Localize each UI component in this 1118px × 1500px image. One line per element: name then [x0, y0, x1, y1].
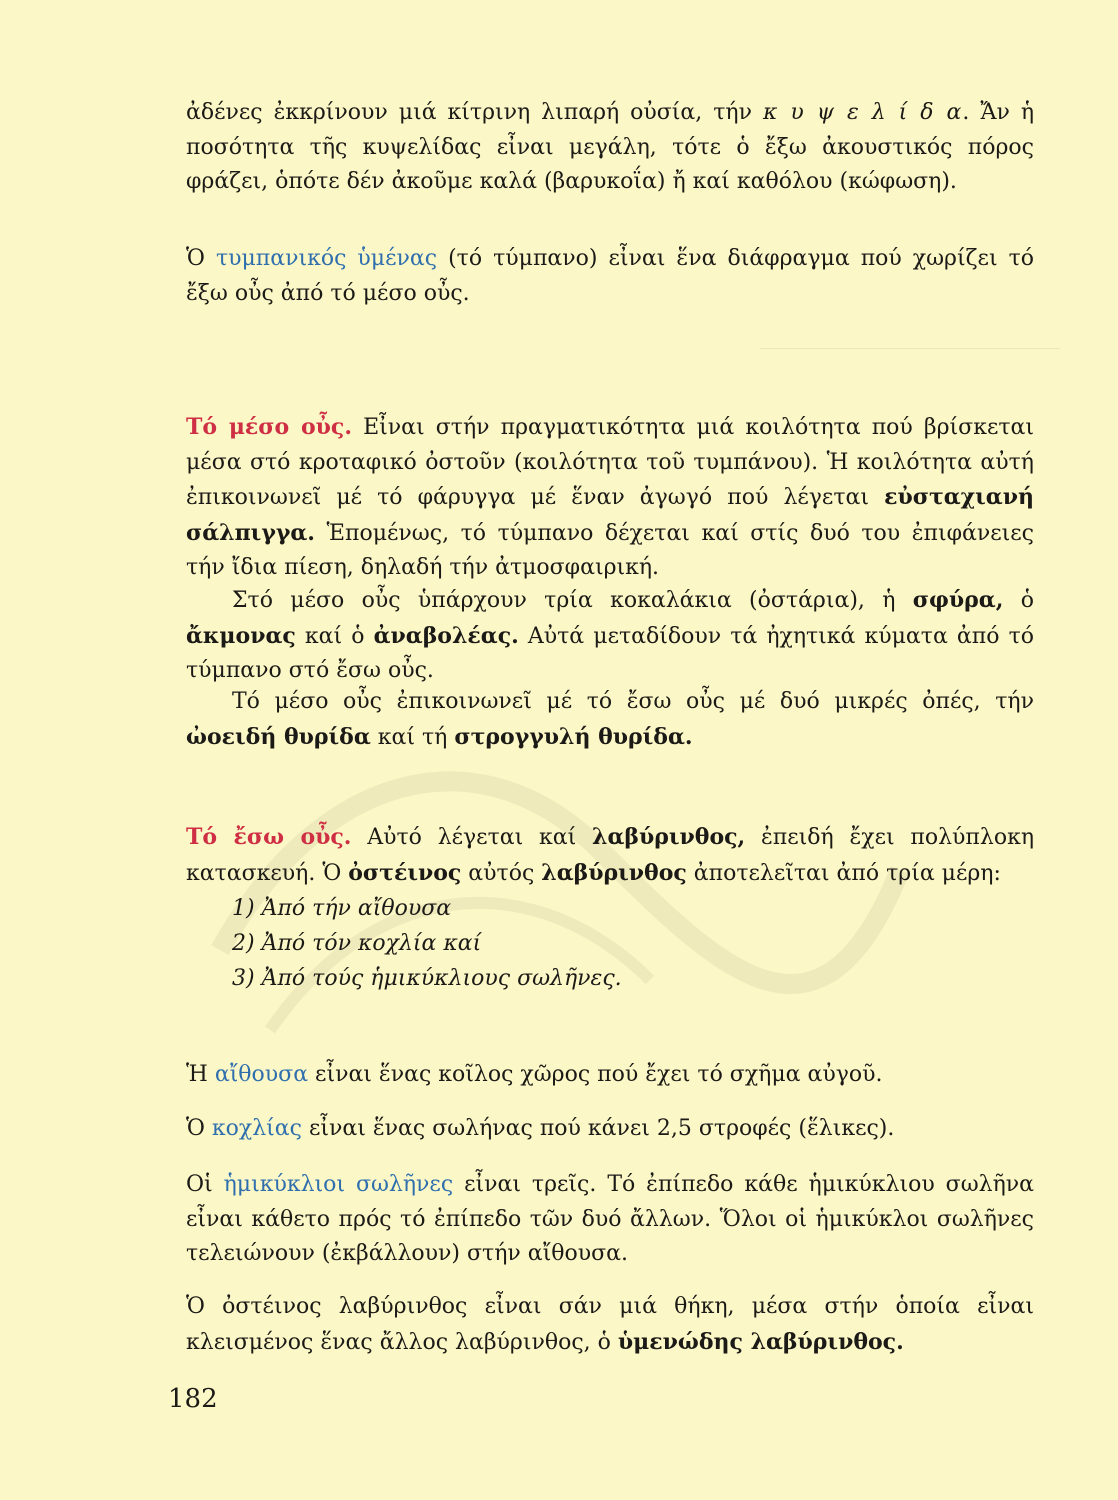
page-number: 182 [168, 1384, 218, 1414]
term-round-window: στρογγυλή θυρίδα. [454, 723, 693, 750]
term-cochlea: κοχλίας [211, 1116, 302, 1141]
paragraph-semicircular-canals [186, 1168, 1034, 1272]
paragraph-vestibule [186, 1058, 1034, 1093]
text: Ὁ ὀστέινος λαβύρινθος εἶναι σάν μιά θήκη, μέσα στήν ὁποία εἶναι κλεισμένος ἕνας ἄλλος λαβύρινθος, ὁ [186, 1294, 1034, 1355]
text: (τό τύμπανο) εἶναι ἕνα διάφραγμα πού χωρίζει τό ἔξω οὖς ἀπό τό μέσο οὖς. [186, 246, 1035, 306]
text: εἶναι τρεῖς. Τό ἐπίπεδο κάθε ἡμικύκλιου σωλῆνα εἶναι κάθετο πρός τό ἐπίπεδο τῶν δυό ἄλλων. Ὅλοι οἱ ἡμικύκλοι σωλῆνες τελειώνουν (ἐκβάλλουν) στήν αἴθουσα. [186, 1172, 1034, 1266]
term-vestibule: αἴθουσα [214, 1062, 309, 1087]
term-incus: ἄκμονας [186, 622, 296, 649]
term-malleus: σφύρα, [912, 587, 1004, 613]
paragraph-earwax [186, 96, 1034, 200]
section-heading-middle-ear: Τό μέσο οὖς. [186, 414, 352, 440]
text: εἶναι ἕνας σωλήνας πού κάνει 2,5 στροφές (ἕλικες). [301, 1116, 895, 1141]
paragraph-ossicles [186, 583, 1034, 689]
text: Οἱ [186, 1172, 224, 1197]
text: εἶναι ἕνας κοῖλος χῶρος πού ἔχει τό σχῆμα αὐγοῦ. [308, 1062, 883, 1087]
paragraph-membranous-labyrinth [186, 1290, 1034, 1360]
term-kypselida: κ υ ψ ε λ ί δ α [762, 100, 963, 125]
text: καί τή [370, 724, 455, 750]
term-membranous-labyrinth: ὑμενώδης λαβύρινθος. [617, 1328, 904, 1355]
text: ἐπειδή ἔχει πολύπλοκη κατασκευή. Ὁ [186, 825, 1034, 886]
text: Ἡ [186, 1062, 215, 1087]
paragraph-cochlea [186, 1112, 1034, 1147]
text: Αὐτό λέγεται καί [351, 825, 593, 850]
text: Ὁ [186, 1116, 212, 1141]
term-tympanic-membrane: τυμπανικός ὑμένας [215, 246, 438, 271]
text: Εἶναι στήν πραγματικότητα μιά κοιλότητα πού βρίσκεται μέσα στό κροταφικό ὀστοῦν (κοιλότητα τοῦ τυμπάνου). Ἡ κοιλότητα αὐτή ἐπικοινωνεῖ μέ τό φάρυγγα μέ ἕναν ἀγωγό πού λέγεται [186, 415, 1035, 510]
term-oval-window: ὠοειδή θυρίδα [186, 723, 371, 750]
term-eustachian-tube: εὐσταχιανή σάλπιγγα. [186, 484, 1034, 546]
text: Αὐτά μεταδίδουν τά ἠχητικά κύματα ἀπό τό τύμπανο στό ἔσω οὖς. [186, 623, 1034, 683]
list-item: 1) Ἀπό τήν αἴθουσα [232, 896, 452, 921]
text: ὁ [1003, 588, 1034, 613]
text: Ἑπομένως, τό τύμπανο δέχεται καί στίς δυό του ἐπιφάνειες τήν ἴδια πίεση, δηλαδή τήν ἀτμοσφαιρική. [186, 520, 1034, 580]
paragraph-inner-ear [186, 820, 1034, 891]
text: Στό μέσο οὖς ὑπάρχουν τρία κοκαλάκια (ὀστάρια), ἡ [232, 588, 913, 613]
paragraph-windows [186, 685, 1034, 755]
text: αὐτός [461, 860, 542, 886]
text: Ὁ [186, 246, 216, 271]
text: Τό μέσο οὖς ἐπικοινωνεῖ μέ τό ἔσω οὖς μέ δυό μικρές ὀπές, τήν [232, 689, 1034, 714]
term-stapes: ἀναβολέας. [373, 622, 519, 649]
text: . Ἄν ἡ ποσότητα τῆς κυψελίδας εἶναι μεγάλη, τότε ὁ ἔξω ἀκουστικός πόρος φράζει, ὁπότε δέν ἀκοῦμε καλά (βαρυκοΐα) ἤ καί καθόλου (κώφωση). [186, 100, 1034, 194]
list-item: 2) Ἀπό τόν κοχλία καί [232, 931, 482, 956]
section-heading-inner-ear: Τό ἔσω οὖς. [186, 824, 352, 850]
term-semicircular-canals: ἡμικύκλιοι σωλῆνες [223, 1172, 454, 1197]
paragraph-eardrum [186, 242, 1034, 311]
paragraph-middle-ear [186, 410, 1034, 586]
text: ἀποτελεῖται ἀπό τρία μέρη: [686, 860, 1001, 886]
term-labyrinth-2: λαβύρινθος [541, 859, 687, 886]
term-bony: ὀστέινος [348, 859, 462, 886]
term-labyrinth: λαβύρινθος, [592, 824, 746, 850]
text: καί ὁ [295, 623, 374, 649]
text: ἀδένες ἐκκρίνουν μιά κίτρινη λιπαρή οὐσία, τήν [186, 100, 763, 125]
list-item: 3) Ἀπό τούς ἡμικύκλιους σωλῆνες. [232, 966, 622, 991]
